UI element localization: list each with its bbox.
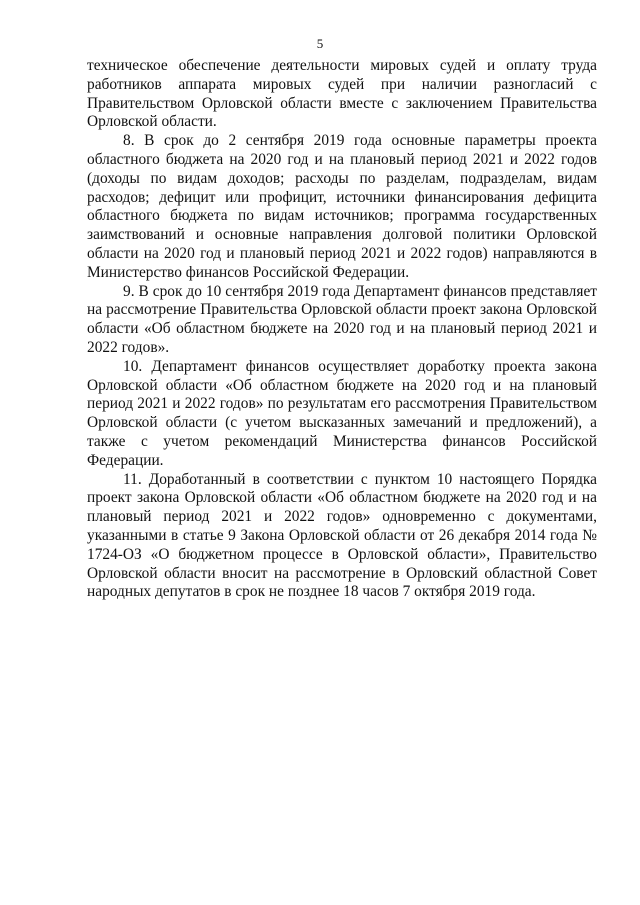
paragraph-item-11: 11. Доработанный в соответствии с пунктом 10 настоящего Порядка проект закона Орловской области «Об областном бюджете на 2020 год и на плановый период 2021 и 2022 годов» одновременно с документами, указанными в статье 9 Закона Орловской области от 26 декабря 2014 года № 1724-ОЗ «О бюджетном процессе в Орловской области», Правительство Орловской области вносит на рассмотрение в Орловский областной Совет народных депутатов в срок не позднее 18 часов 7 октября 2019 года. [87,470,597,601]
document-body [87,57,597,602]
page-number: 5 [316,36,324,51]
paragraph-item-8: 8. В срок до 2 сентября 2019 года основные параметры проекта областного бюджета на 2020 год и на плановый период 2021 и 2022 годов (доходы по видам доходов; расходы по разделам, подразделам, видам расходов; дефицит или профицит, источники финансирования дефицита областного бюджета по видам источников; программа государственных заимствований и основные направления долговой политики Орловской области на 2020 год и плановый период 2021 и 2022 годов) направляются в Министерство финансов Российской Федерации. [87,132,597,281]
paragraph-item-9: 9. В срок до 10 сентября 2019 года Департамент финансов представляет на рассмотрение Правительства Орловской области проект закона Орловской области «Об областном бюджете на 2020 год и на плановый период 2021 и 2022 годов». [87,282,597,356]
paragraph-item-10: 10. Департамент финансов осуществляет доработку проекта закона Орловской области «Об областном бюджете на 2020 год и на плановый период 2021 и 2022 годов» по результатам его рассмотрения Правительством Орловской области (с учетом высказанных замечаний и предложений), а также с учетом рекомендаций Министерства финансов Российской Федерации. [87,357,597,469]
paragraph-continuation: техническое обеспечение деятельности мировых судей и оплату труда работников аппарата мировых судей при наличии разногласий с Правительством Орловской области вместе с заключением Правительства Орловской области. [87,57,597,131]
